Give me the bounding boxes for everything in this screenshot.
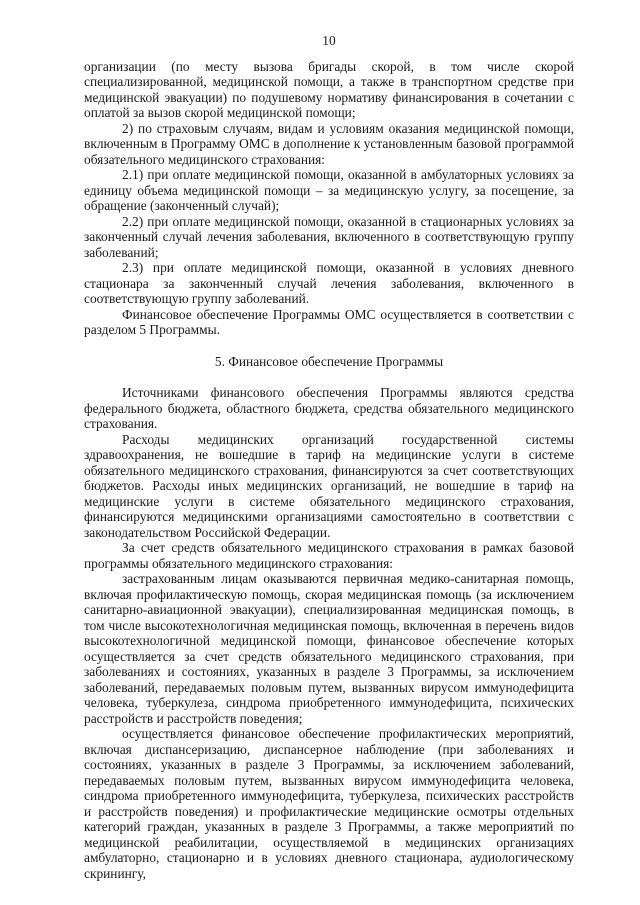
paragraph-financing-sources: Источниками финансового обеспечения Программы являются средства федерального бюджета, областного бюджета, средства обязательного медицинского страхования. (84, 385, 574, 431)
paragraph-oms-base-program: За счет средств обязательного медицинского страхования в рамках базовой программы обязательного медицинского страхования: (84, 540, 574, 571)
paragraph-insured-persons-care: застрахованным лицам оказываются первичная медико-санитарная помощь, включая профилактическую помощь, скорая медицинская помощь (за исключением санитарно-авиационной эвакуации), специализированная медицинская помощь, в том числе высокотехнологичная медицинская помощь, включенная в перечень видов высокотехнологичной медицинской помощи, финансовое обеспечение которых осуществляется за счет средств обязательного медицинского страхования, при заболеваниях и состояниях, указанных в разделе 3 Программы, за исключением заболеваний, передаваемых половым путем, вызванных вирусом иммунодефицита человека, туберкулеза, синдрома приобретенного иммунодефицита, психических расстройств и расстройств поведения; (84, 571, 574, 726)
document-page (84, 33, 574, 881)
paragraph-expenses: Расходы медицинских организаций государственной системы здравоохранения, не вошедшие в тариф на медицинские услуги в системе обязательного медицинского страхования, финансируются за счет соответствующих бюджетов. Расходы иных медицинских организаций, не вошедшие в тариф на медицинские услуги в системе обязательного медицинского страхования, финансируются медицинскими организациями самостоятельно в соответствии с законодательством Российской Федерации. (84, 431, 574, 540)
paragraph-continuation: организации (по месту вызова бригады скорой, в том числе скорой специализированной, медицинской помощи, а также в транспортном средстве при медицинской эвакуации) по подушевому нормативу финансирования в сочетании с оплатой за вызов скорой медицинской помощи; (84, 58, 574, 120)
paragraph-outpatient-payment: 2.1) при оплате медицинской помощи, оказанной в амбулаторных условиях за единицу объема медицинской помощи – за медицинскую услугу, за посещение, за обращение (законченный случай); (84, 167, 574, 213)
paragraph-oms-financing-reference: Финансовое обеспечение Программы ОМС осуществляется в соответствии с разделом 5 Программы. (84, 306, 574, 337)
page-number: 10 (322, 33, 336, 48)
paragraph-day-hospital-payment: 2.3) при оплате медицинской помощи, оказанной в условиях дневного стационара за законченный случай лечения заболевания, включенного в соответствующую группу заболеваний. (84, 260, 574, 306)
paragraph-preventive-measures: осуществляется финансовое обеспечение профилактических мероприятий, включая диспансеризацию, диспансерное наблюдение (при заболеваниях и состояниях, указанных в разделе 3 Программы, за исключением заболеваний, передаваемых половым путем, вызванных вирусом иммунодефицита человека, синдрома приобретенного иммунодефицита, туберкулеза, психических расстройств и расстройств поведения) и профилактические медицинские осмотры отдельных категорий граждан, указанных в разделе 3 Программы, а также мероприятий по медицинской реабилитации, осуществляемой в медицинских организациях амбулаторно, стационарно и в условиях дневного стационара, аудиологическому скринингу, (84, 726, 574, 881)
paragraph-insurance-cases: 2) по страховым случаям, видам и условиям оказания медицинской помощи, включенным в Программу ОМС в дополнение к установленным базовой программой обязательного медицинского страхования: (84, 120, 574, 167)
section-heading: 5. Финансовое обеспечение Программы (214, 353, 444, 369)
paragraph-inpatient-payment: 2.2) при оплате медицинской помощи, оказанной в стационарных условиях за законченный случай лечения заболевания, включенного в соответствующую группу заболеваний; (84, 213, 574, 260)
